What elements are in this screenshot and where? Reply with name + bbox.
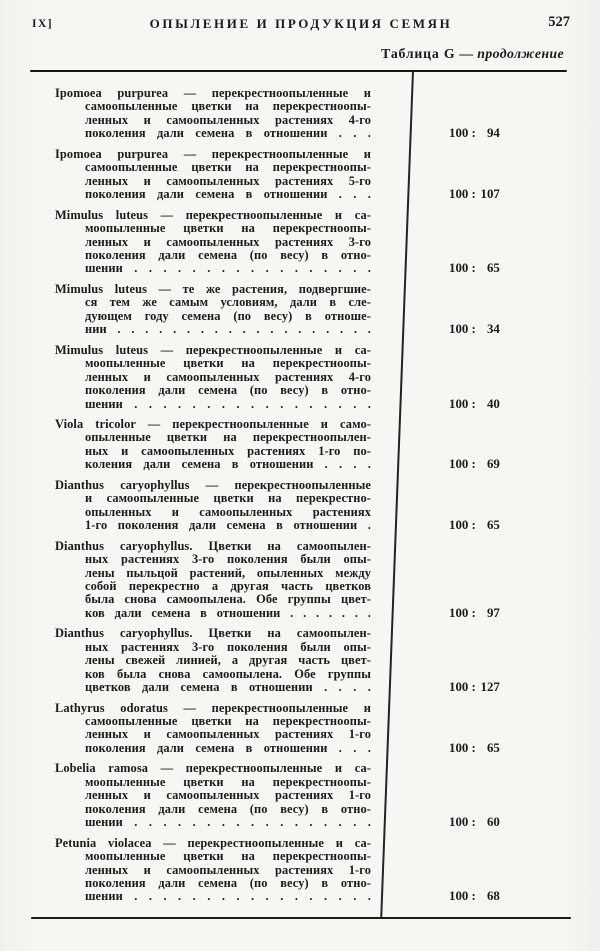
entry-line: шении . . . . . . . . . . . . . . . . . [85, 815, 371, 830]
entry-line: Mimulus luteus — перекрестноопыленные и са- [55, 342, 371, 357]
entry-line: поколения дали семена (по весу) в отно- [85, 383, 371, 398]
table-row [30, 148, 570, 202]
entry-line: ленных и самоопыленных растениях 4-го [85, 369, 371, 384]
table-caption-label: Таблица G [381, 46, 456, 61]
entry-line: Lobelia ramosa — перекрестноопыленные и са- [55, 761, 371, 776]
entry-ratio [371, 742, 570, 755]
entry-line: ков была снова самоопылена. Обе группы [85, 666, 371, 681]
entry-line: и самоопыленные цветки на перекрестно- [85, 491, 371, 506]
entry-description [30, 209, 371, 276]
entry-line: поколения дали семена (по весу) в отно- [85, 247, 371, 262]
ratio-base: 100 : [449, 680, 476, 695]
entry-line: ных растениях 3-го поколения были опы- [85, 639, 371, 654]
ratio-value: 107 [480, 187, 500, 202]
entry-ratio [371, 890, 570, 903]
entry-line: самоопыленные цветки на перекрестноопы- [85, 160, 371, 175]
entry-ratio [371, 458, 570, 471]
entry-line: поколения дали семена (по весу) в отно- [85, 801, 371, 816]
entry-line: собой перекрестно а другая часть цветков [85, 578, 371, 593]
entry-line: ленных и самоопыленных растениях 1-го [85, 788, 371, 803]
entry-line: Ipomoea purpurea — перекрестноопыленные и [55, 146, 371, 161]
ratio-base: 100 : [449, 740, 476, 755]
ratio-base: 100 : [449, 518, 476, 533]
entry-line: опыленных и самоопыленных растениях [85, 504, 371, 519]
table-row [30, 283, 570, 337]
entry-line: самоопыленные цветки на перекрестноопы- [85, 714, 371, 729]
entry-line: ленных и самоопыленных растениях 1-го [85, 862, 371, 877]
entry-description [30, 148, 371, 202]
entry-line: шении . . . . . . . . . . . . . . . . . [85, 889, 371, 904]
entry-line: поколения дали семена (по весу) в отно- [85, 876, 371, 891]
entry-line: моопыленные цветки на перекрестноопы- [85, 356, 371, 371]
running-header [30, 15, 572, 33]
entry-line: лены пыльцой растений, опыленных между [85, 565, 371, 580]
table-row [30, 87, 570, 141]
table-row [30, 540, 570, 621]
entry-line: самоопыленные цветки на перекрестноопы- [85, 99, 371, 114]
entry-description [30, 702, 371, 756]
entry-description [30, 87, 371, 141]
entry-description [30, 837, 371, 904]
table-row [30, 627, 570, 694]
entry-ratio [371, 323, 570, 336]
entry-line: ленных и самоопыленных растениях 1-го [85, 727, 371, 742]
ratio-base: 100 : [449, 889, 476, 904]
entry-line: Dianthus caryophyllus — перекрестноопыленные [55, 477, 371, 492]
ratio-value: 60 [486, 815, 500, 830]
entry-description [30, 283, 371, 337]
entry-ratio [371, 519, 570, 532]
entry-line: поколения дали семена в отношении . . . [85, 126, 371, 141]
table-row [30, 418, 570, 472]
table-row [30, 702, 570, 756]
entry-description [30, 762, 371, 829]
table-row [30, 762, 570, 829]
entry-line: шении . . . . . . . . . . . . . . . . . [85, 396, 371, 411]
table-row [30, 837, 570, 904]
ratio-base: 100 : [449, 815, 476, 830]
entry-line: ленных и самоопыленных растениях 5-го [85, 173, 371, 188]
entry-line: ных и самоопыленных растениях 1-го по- [85, 443, 371, 458]
ratio-value: 127 [480, 680, 500, 695]
page-number: 527 [548, 14, 570, 30]
entry-line: Viola tricolor — перекрестноопыленные и само- [55, 416, 371, 431]
entry-description [30, 540, 371, 621]
entry-line: Dianthus caryophyllus. Цветки на самоопылен- [55, 626, 371, 641]
entry-line: ся тем же самым условиям, дали в сле- [85, 295, 371, 310]
entry-line: моопыленные цветки на перекрестноопы- [85, 849, 371, 864]
entry-line: коления дали семена в отношении . . . . [85, 457, 371, 472]
ratio-value: 65 [486, 261, 500, 276]
table-caption-continuation: продолжение [477, 46, 564, 61]
ratio-value: 34 [486, 322, 500, 337]
ratio-value: 69 [486, 457, 500, 472]
entry-line: 1-го поколения дали семена в отношении . [85, 518, 371, 533]
entry-line: шении . . . . . . . . . . . . . . . . . [85, 261, 371, 276]
entry-line: ленных и самоопыленных растениях 3-го [85, 234, 371, 249]
entry-description [30, 627, 371, 694]
ratio-value: 97 [486, 605, 500, 620]
entry-line: поколения дали семена в отношении . . . [85, 740, 371, 755]
entry-description [30, 479, 371, 533]
chapter-marker: IX] [32, 18, 54, 30]
entry-line: лены свежей линией, а другая часть цвет- [85, 653, 371, 668]
entry-line: ленных и самоопыленных растениях 4-го [85, 112, 371, 127]
table-body [30, 87, 570, 911]
table-top-rule [30, 70, 567, 72]
entry-ratio [371, 188, 570, 201]
entry-line: моопыленные цветки на перекрестноопы- [85, 221, 371, 236]
ratio-value: 68 [486, 889, 500, 904]
table-row [30, 479, 570, 533]
entry-line: нии . . . . . . . . . . . . . . . . . . . [85, 322, 371, 337]
entry-line: Lathyrus odoratus — перекрестноопыленные и [55, 700, 371, 715]
entry-description [30, 344, 371, 411]
entry-line: была снова самоопылена. Обе группы цвет- [85, 592, 371, 607]
entry-ratio [371, 816, 570, 829]
ratio-value: 40 [486, 396, 500, 411]
entry-ratio [371, 398, 570, 411]
entry-line: поколения дали семена в отношении . . . [85, 187, 371, 202]
entry-line: ков дали семена в отношении . . . . . . . [85, 605, 371, 620]
entry-ratio [371, 607, 570, 620]
entry-ratio [371, 127, 570, 140]
ratio-base: 100 : [449, 605, 476, 620]
table-caption [381, 46, 564, 62]
entry-line: Mimulus luteus — перекрестноопыленные и са- [55, 207, 371, 222]
ratio-value: 65 [486, 740, 500, 755]
entry-line: Ipomoea purpurea — перекрестноопыленные и [55, 86, 371, 100]
ratio-base: 100 : [449, 261, 476, 276]
table-row [30, 209, 570, 276]
entry-line: Mimulus luteus — те же растения, подвергшие- [55, 281, 371, 296]
ratio-base: 100 : [449, 457, 476, 472]
entry-line: ных растениях 3-го поколения были опы- [85, 552, 371, 567]
entry-line: опыленные цветки на перекрестноопылен- [85, 430, 371, 445]
entry-line: Dianthus caryophyllus. Цветки на самоопылен- [55, 538, 371, 553]
entry-line: Petunia violacea — перекрестноопыленные и са- [55, 835, 371, 850]
page-title: ОПЫЛЕНИЕ И ПРОДУКЦИЯ СЕМЯН [149, 16, 453, 31]
ratio-base: 100 : [449, 322, 476, 337]
ratio-base: 100 : [449, 187, 476, 202]
table-bottom-rule [31, 917, 571, 919]
table-row [30, 344, 570, 411]
entry-description [30, 418, 371, 472]
ratio-value: 94 [486, 126, 500, 141]
ratio-value: 65 [486, 518, 500, 533]
ratio-base: 100 : [449, 396, 476, 411]
entry-line: дующем году семена (по весу) в отноше- [85, 308, 371, 323]
entry-ratio [371, 681, 570, 694]
entry-line: цветков дали семена в отношении . . . . [85, 680, 371, 695]
ratio-base: 100 : [449, 126, 476, 141]
entry-ratio [371, 262, 570, 275]
entry-line: моопыленные цветки на перекрестноопы- [85, 774, 371, 789]
table-caption-dash: — [455, 46, 478, 61]
